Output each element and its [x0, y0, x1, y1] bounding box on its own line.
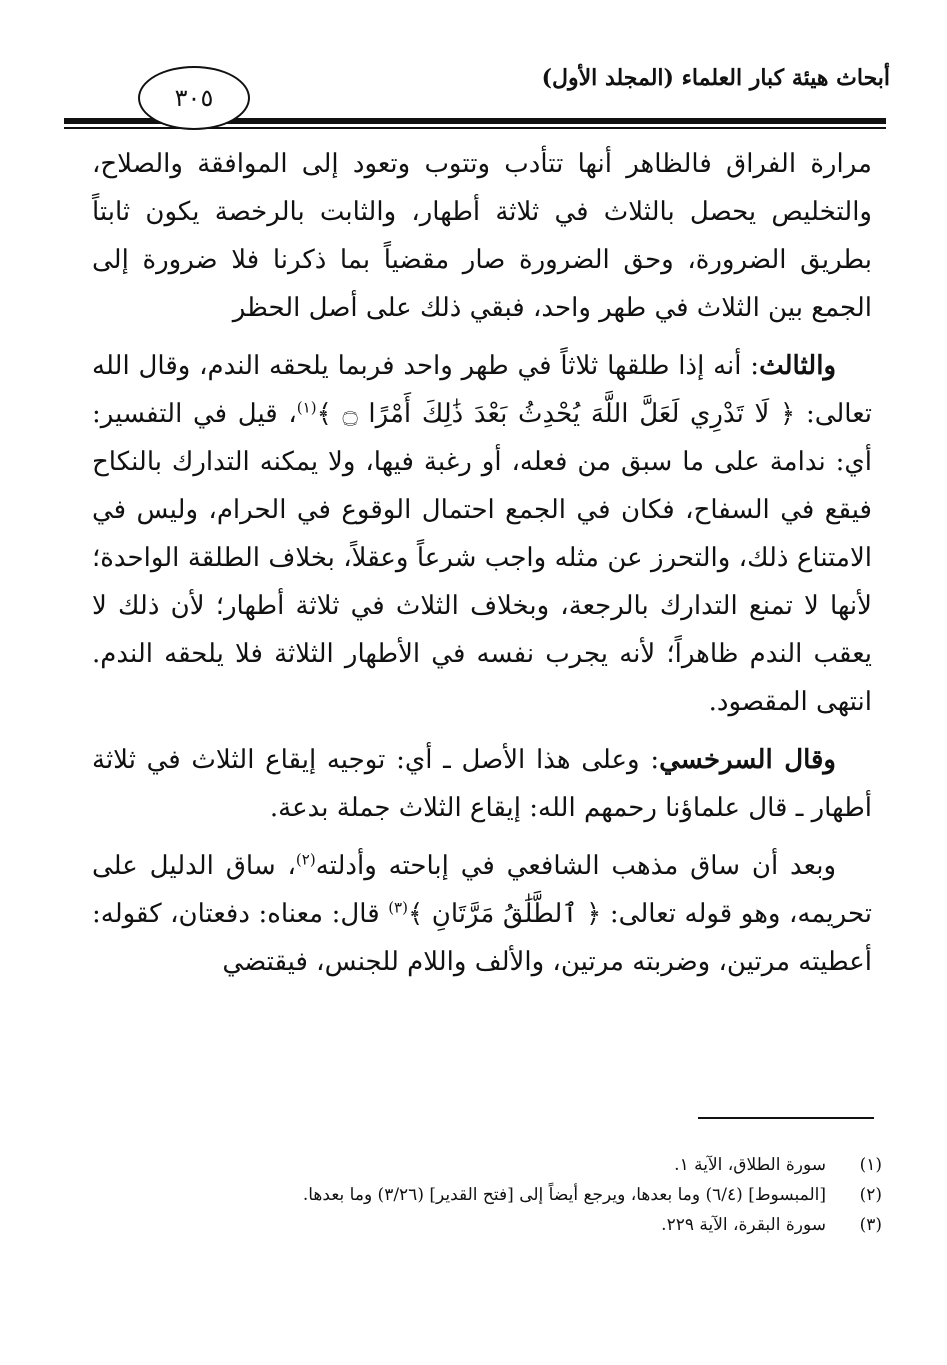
footnote-item [92, 1210, 882, 1240]
quran-verse-2: ﴿ ٱلطَّلَٰقُ مَرَّتَانِ ﴾ [407, 899, 602, 929]
footnote-item [92, 1150, 882, 1180]
footnote-mark: (١) [859, 1155, 882, 1175]
running-header-title: أبحاث هيئة كبار العلماء (المجلد الأول) [541, 65, 890, 91]
footnote-separator [698, 1117, 874, 1119]
paragraph-3-text: : وعلى هذا الأصل ـ أي: توجيه إيقاع الثلاث في ثلاثة أطهار ـ قال علماؤنا رحمهم الله: إيقاع الثلاث جملة بدعة. [92, 745, 872, 823]
footnote-ref-3[interactable]: (٣) [388, 898, 408, 917]
paragraph-4-text-b: ، ساق الدليل على تحريمه، وهو قوله تعالى: [92, 851, 872, 929]
paragraph-4-text-c: قال: معناه: دفعتان، كقوله: أعطيته مرتين، وضربته مرتين، والألف واللام للجنس، فيقتضي [92, 899, 872, 977]
footnote-ref-2[interactable]: (٢) [295, 850, 316, 869]
quran-verse-1: ﴿ لَا تَدْرِي لَعَلَّ اللَّهَ يُحْدِثُ بَعْدَ ذَٰلِكَ أَمْرًا ۝ ﴾ [316, 399, 796, 429]
footnote-ref-1[interactable]: (١) [296, 398, 317, 417]
footnote-mark: (٣) [859, 1215, 882, 1235]
paragraph-2-text-a: : أنه إذا طلقها ثلاثاً في طهر واحد فربما يلحقه الندم، وقال الله تعالى: [92, 351, 872, 429]
footnote-mark: (٢) [859, 1185, 882, 1205]
footnotes [92, 1150, 882, 1240]
page-number: ٣٠٥ [174, 84, 214, 112]
paragraph-4-text-a: وبعد أن ساق مذهب الشافعي في إباحته وأدلته [315, 851, 837, 881]
paragraph-3-lead: وقال السرخسي [659, 745, 836, 775]
paragraph-2 [92, 342, 872, 726]
footnote-text: [المبسوط] (٦/٤) وما بعدها، ويرجع أيضاً إلى [فتح القدير] (٣/٢٦) وما بعدها. [302, 1185, 826, 1205]
footnote-item [92, 1180, 882, 1210]
body-text [92, 140, 872, 996]
paragraph-2-text-b: ، قيل في التفسير: أي: ندامة على ما سبق من فعله، أو رغبة فيها، ولا يمكنه التدارك بالنكاح فيقع في السفاح، فكان في الجمع احتمال الوقوع في الحرام، وليس في الامتناع ذلك، والتحرز عن مثله واجب شرعاً وعقلاً، بخلاف الطلقة الواحدة؛ لأنها لا تمنع التدارك بالرجعة، وبخلاف الثلاث في ثلاثة أطهار؛ لأن ذلك لا يعقب الندم ظاهراً؛ لأنه يجرب نفسه في الأطهار الثلاثة فلا يلحقه الندم. انتهى المقصود. [92, 399, 872, 717]
footnote-text: سورة الطلاق، الآية ١. [674, 1155, 826, 1175]
page-number-oval [138, 66, 250, 130]
paragraph-3 [92, 736, 872, 832]
footnote-text: سورة البقرة، الآية ٢٢٩. [661, 1215, 826, 1235]
paragraph-1: مرارة الفراق فالظاهر أنها تتأدب وتتوب وتعود إلى الموافقة والصلاح، والتخليص يحصل بالثلاث في ثلاثة أطهار، والثابت بالرخصة يكون ثابتاً بطريق الضرورة، وحق الضرورة صار مقضياً بما ذكرنا فلا ضرورة إلى الجمع بين الثلاث في طهر واحد، فبقي ذلك على أصل الحظر [92, 149, 872, 323]
paragraph-4 [92, 842, 872, 986]
paragraph-2-lead: والثالث [759, 351, 836, 381]
